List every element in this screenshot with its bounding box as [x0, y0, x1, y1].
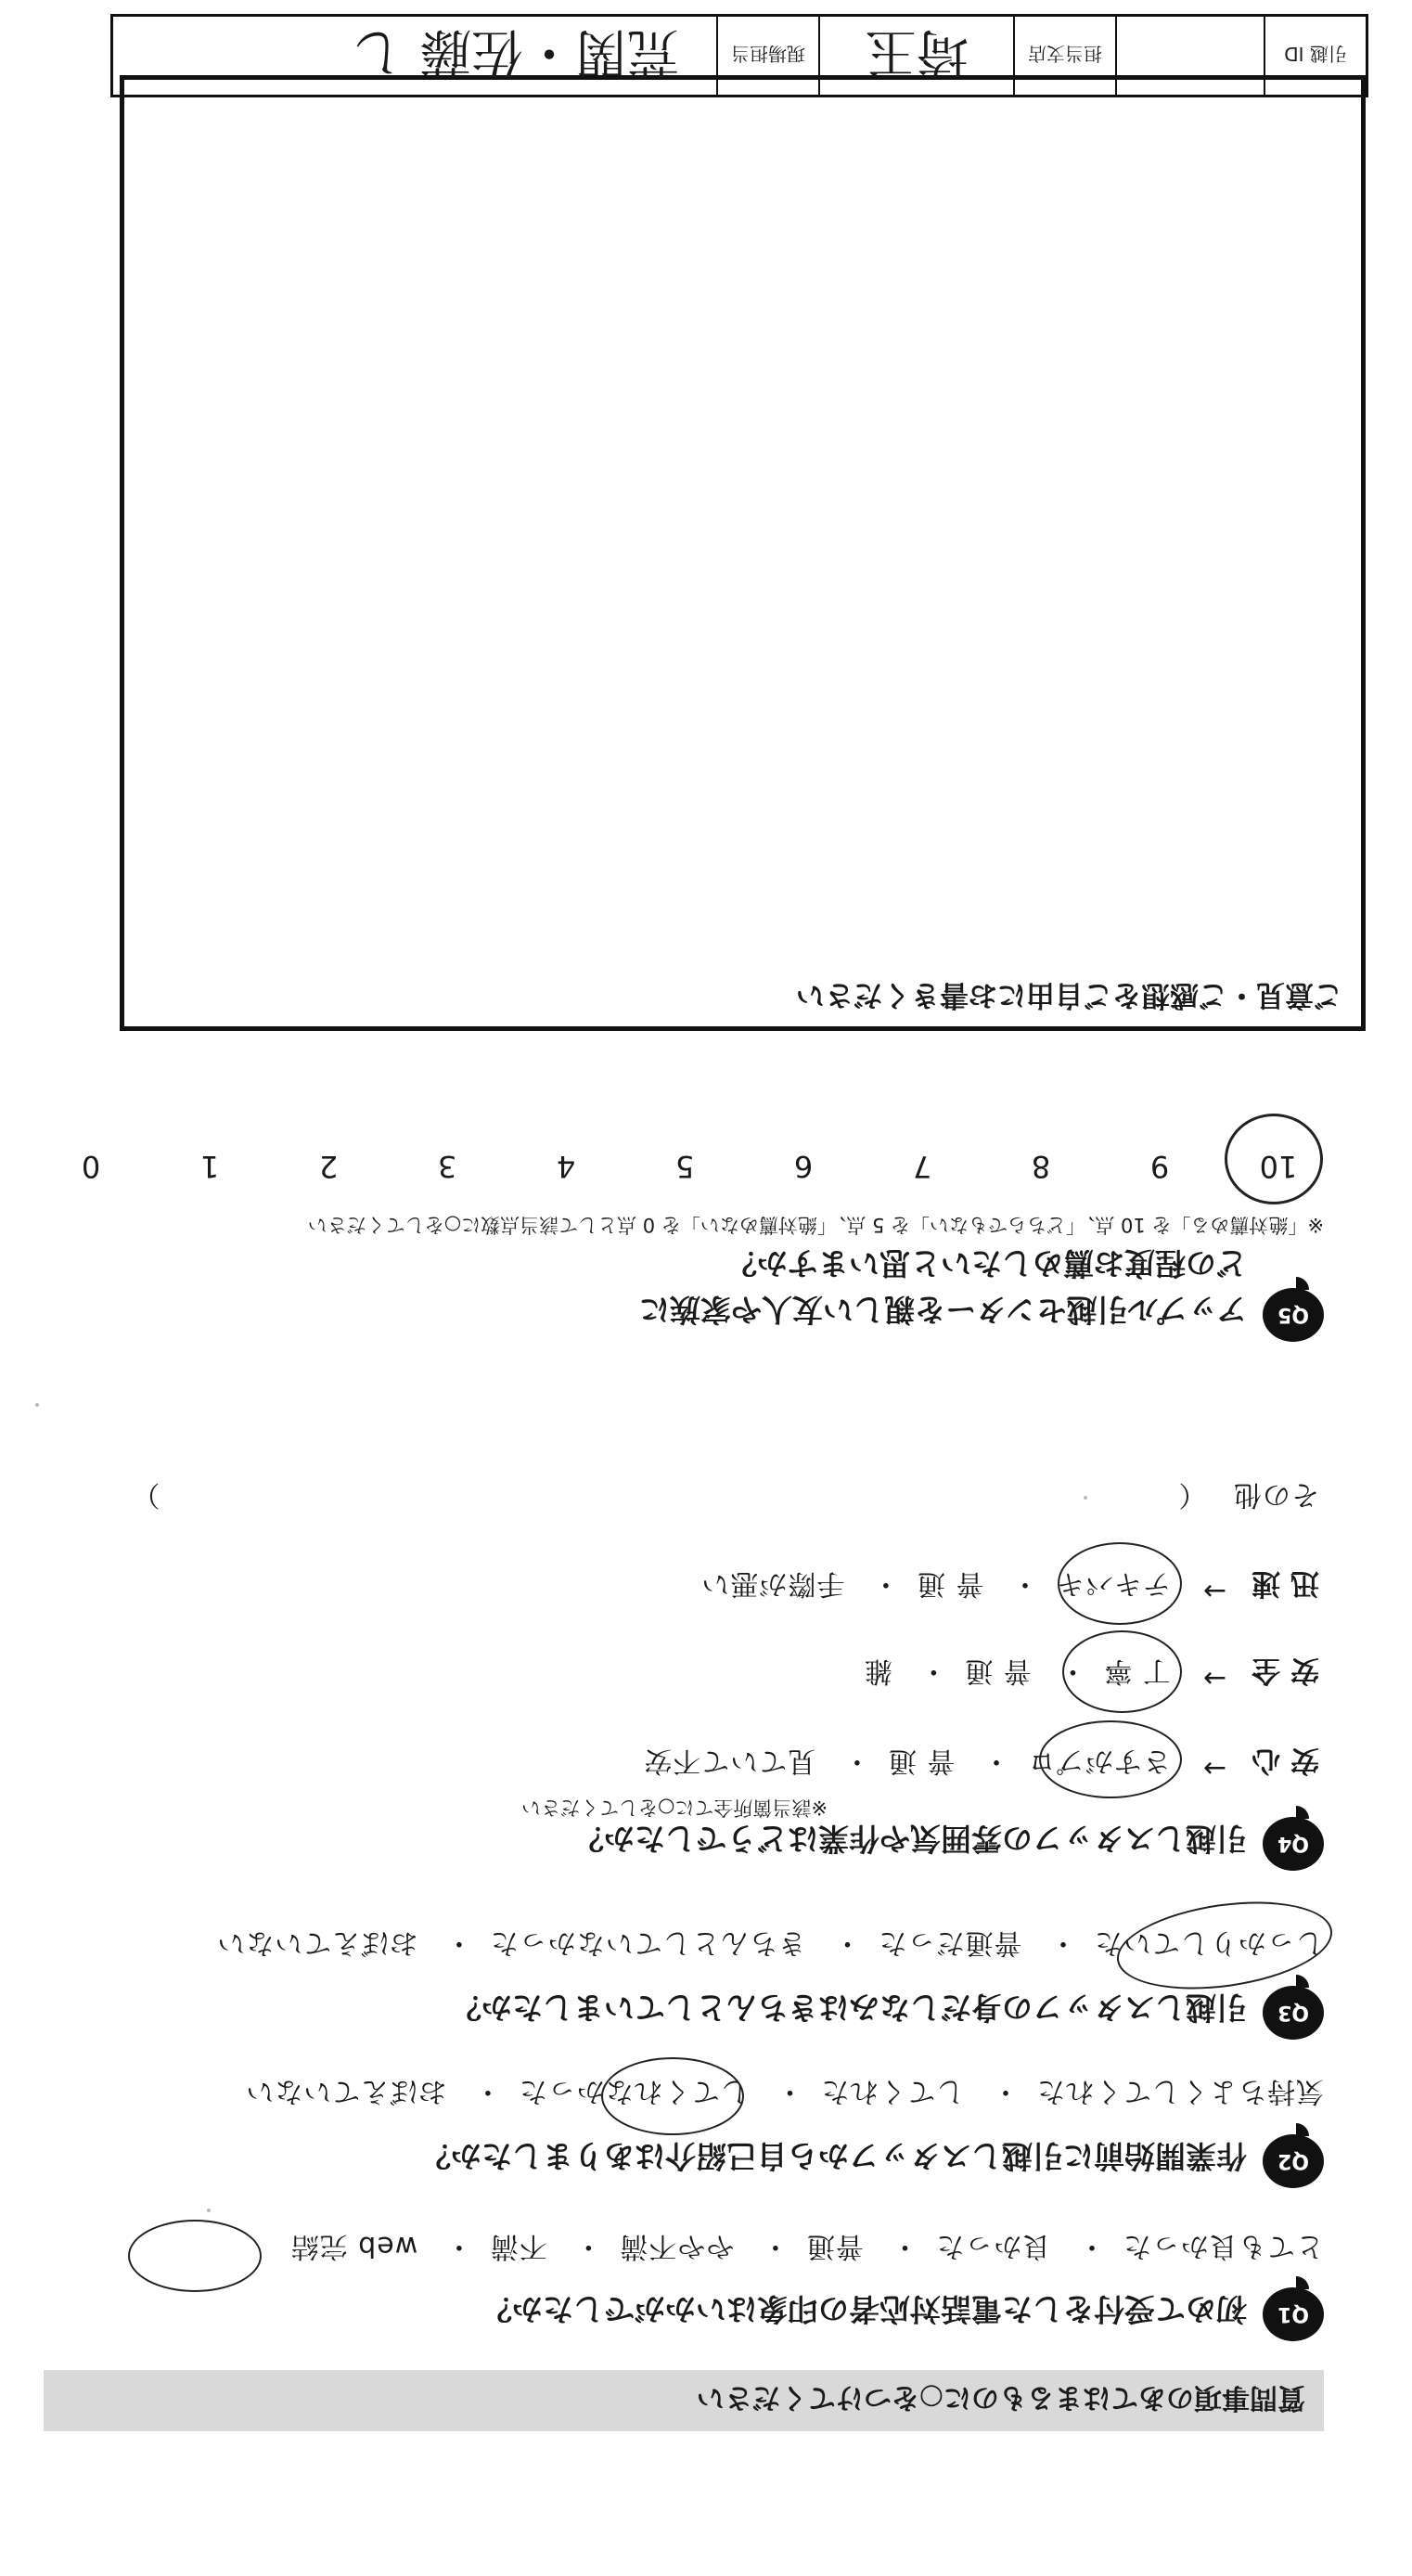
q4-row-options: さすがプロ・ 普 通・ 見ていて不安 — [643, 1745, 1171, 1777]
q1-question: 初めて受付をした電話対応者の印象はいかがでしたか？ — [481, 2291, 1247, 2327]
scale-option[interactable]: 3 — [437, 1149, 457, 1184]
q4-row-label: 安 全 — [1252, 1654, 1319, 1687]
scale-option[interactable]: 4 — [556, 1149, 576, 1184]
q4-row-label: 安 心 — [1252, 1744, 1319, 1777]
q4-other-open: （ — [1177, 1478, 1207, 1511]
branch-label: 担当支店 — [1013, 17, 1115, 95]
q4-option[interactable]: 見ていて不安 — [643, 1745, 816, 1777]
id-value[interactable] — [1115, 17, 1264, 95]
scale-option[interactable]: 0 — [81, 1149, 101, 1184]
scan-speck — [35, 1403, 39, 1407]
scan-speck — [207, 2209, 211, 2212]
instruction-text: 質問事項のあてはまるものに○をつけてください — [696, 2381, 1305, 2414]
footer-table — [110, 14, 1368, 97]
arrow-icon: → — [1202, 1575, 1226, 1607]
q1-selection-circle — [128, 2220, 262, 2292]
q4-row-options: 丁 寧・ 普 通・ 雑 — [863, 1655, 1171, 1687]
q1-option[interactable]: web 完結 — [289, 2230, 418, 2262]
scale-option[interactable]: 5 — [674, 1149, 695, 1184]
q5-question-line2: どの程度お薦めしたいと思いますか？ — [726, 1245, 1247, 1282]
id-label: 引越 ID — [1264, 17, 1366, 95]
q1-options: とても良かった・ 良かった・ 普通・ やや不満・ 不満・ web 完結 — [289, 2230, 1324, 2262]
q1-badge: Q1 — [1263, 2287, 1324, 2341]
q1-option[interactable]: やや不満 — [619, 2230, 735, 2262]
q1-option[interactable]: 不満 — [489, 2230, 547, 2262]
comments-title: ご意見・ご感想をご自由にお書きください — [796, 978, 1342, 1011]
q4-row-options: テキパキ・ 普 通・ 手際が悪い — [700, 1567, 1171, 1600]
arrow-icon: → — [1202, 1752, 1226, 1784]
arrow-icon: → — [1202, 1662, 1226, 1694]
q3-option[interactable]: きちんとしていなかった — [489, 1926, 806, 1959]
comments-box[interactable] — [120, 75, 1366, 1031]
q2-option[interactable]: 気持ちよくしてくれた — [1036, 2075, 1324, 2107]
q4-other-close: ） — [131, 1478, 160, 1511]
scale-option[interactable]: 9 — [1149, 1149, 1170, 1184]
q3-options: しっかりしていた・ 普通だった・ きちんとしていなかった・ おぼえていない — [216, 1926, 1324, 1959]
scale-option[interactable]: 7 — [912, 1149, 932, 1184]
q4-option[interactable]: さすがプロ — [1027, 1745, 1171, 1777]
q4-option[interactable]: 手際が悪い — [700, 1567, 845, 1600]
q2-option[interactable]: おぼえていない — [245, 2075, 447, 2107]
q5-note: ※「絶対薦める」を 10 点、「どちらでもない」を 5 点、「絶対薦めない」を 0 点として該当点数に○をしてください — [307, 1214, 1324, 1236]
q4-row-label: 迅 速 — [1252, 1566, 1319, 1600]
scale-option[interactable]: 2 — [318, 1149, 339, 1184]
q5-badge: Q5 — [1263, 1288, 1324, 1342]
q4-note: ※該当箇所全てに○をしてください — [521, 1797, 828, 1819]
q5-scale — [32, 1149, 1338, 1184]
scan-speck — [1084, 1496, 1087, 1500]
scale-option[interactable]: 8 — [1031, 1149, 1051, 1184]
q4-badge: Q4 — [1263, 1817, 1324, 1871]
q5-question-line1: アップル引越センターを親しい友人や家族に — [638, 1292, 1247, 1328]
q2-option[interactable]: してくれた — [820, 2075, 965, 2107]
q4-other — [95, 1477, 1319, 1518]
q2-badge: Q2 — [1263, 2134, 1324, 2188]
staff-value[interactable]: 荒関・佐藤 し — [351, 21, 679, 82]
q3-option[interactable]: しっかりしていた — [1094, 1926, 1324, 1959]
q4-other-label: その他 — [1233, 1478, 1319, 1511]
branch-value[interactable]: 埼玉 — [818, 17, 1013, 95]
q4-option[interactable]: 普 通 — [887, 1745, 956, 1777]
q3-question: 引越しスタッフの身だしなみはきちんとしていましたか？ — [451, 1990, 1247, 2026]
q1-option[interactable]: 良かった — [935, 2230, 1051, 2262]
q2-options: 気持ちよくしてくれた・ してくれた・ してくれなかった・ おぼえていない — [245, 2075, 1324, 2107]
q2-question: 作業開始前に引越しスタッフから自己紹介はありましたか？ — [420, 2138, 1247, 2174]
q3-badge: Q3 — [1263, 1986, 1324, 2040]
q1-option[interactable]: とても良かった — [1123, 2230, 1324, 2262]
scale-option[interactable]: 6 — [793, 1149, 814, 1184]
q4-option[interactable]: 普 通 — [916, 1567, 984, 1600]
instruction-header — [44, 2370, 1324, 2431]
q4-question: 引越しスタッフの雰囲気や作業はどうでしたか？ — [573, 1821, 1247, 1857]
q3-option[interactable]: 普通だった — [878, 1926, 1022, 1959]
q1-option[interactable]: 普通 — [805, 2230, 864, 2262]
q4-option[interactable]: 普 通 — [964, 1655, 1032, 1687]
q4-option[interactable]: 雑 — [863, 1655, 892, 1687]
q2-option[interactable]: してくれなかった — [518, 2075, 749, 2107]
staff-label: 現場担当 — [716, 17, 818, 95]
q4-option[interactable]: テキパキ — [1056, 1567, 1171, 1600]
scale-option[interactable]: 10 — [1259, 1149, 1298, 1184]
q3-option[interactable]: おぼえていない — [216, 1926, 418, 1959]
scale-option[interactable]: 1 — [199, 1149, 220, 1184]
q4-option[interactable]: 丁 寧 — [1103, 1655, 1171, 1687]
